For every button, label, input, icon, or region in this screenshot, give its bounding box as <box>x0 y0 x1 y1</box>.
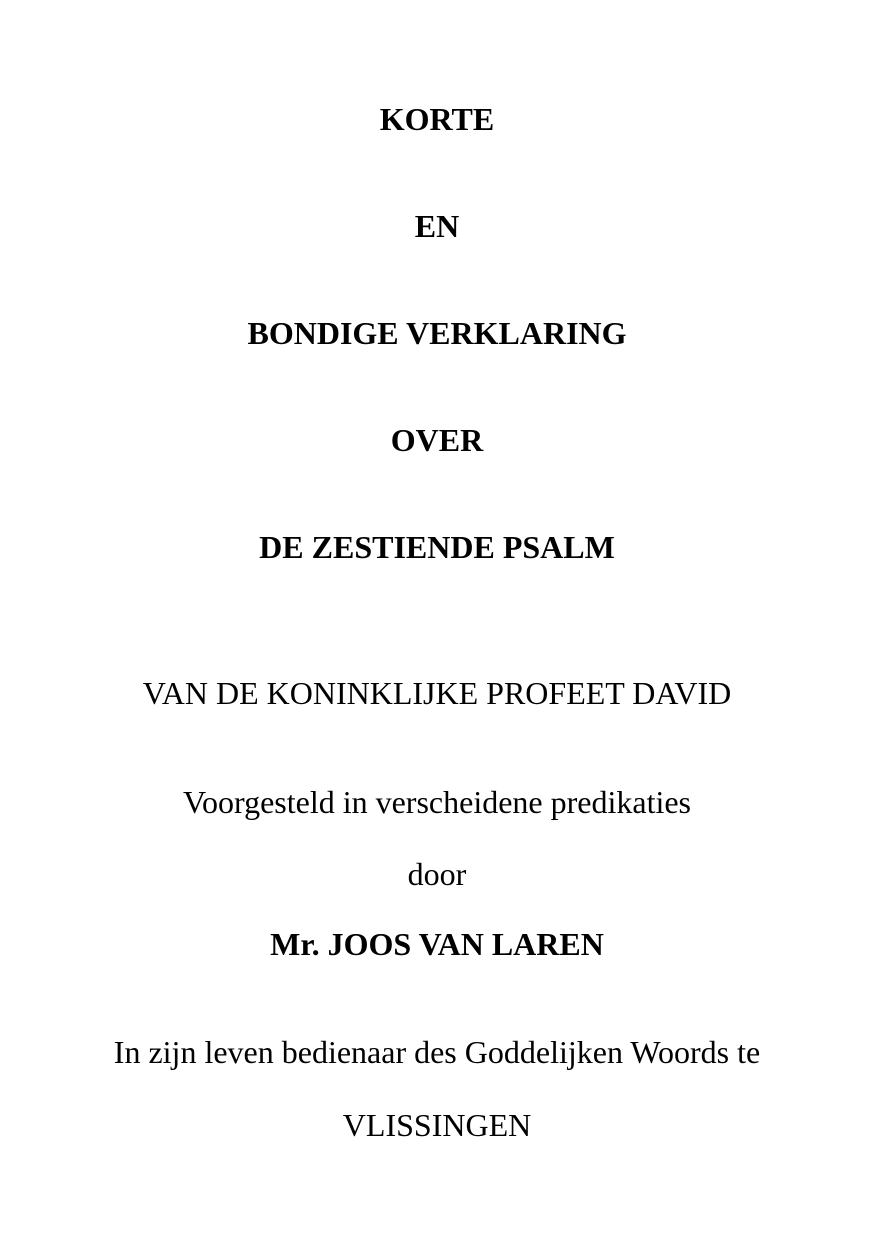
title-line-bondige-verklaring: BONDIGE VERKLARING <box>247 315 627 351</box>
title-line-de-zestiende-psalm: DE ZESTIENDE PSALM <box>259 529 615 565</box>
author-name: Mr. JOOS VAN LAREN <box>270 926 604 962</box>
author-role: In zijn leven bedienaar des Goddelijken Woords te <box>113 1034 761 1070</box>
subtitle: VAN DE KONINKLIJKE PROFEET DAVID <box>142 675 732 711</box>
place-name: VLISSINGEN <box>342 1107 532 1143</box>
title-line-en: EN <box>414 208 460 244</box>
title-line-over: OVER <box>390 422 484 458</box>
by-line: door <box>407 856 467 892</box>
title-line-korte: KORTE <box>379 101 495 137</box>
presented-line: Voorgesteld in verscheidene predikaties <box>183 784 691 820</box>
